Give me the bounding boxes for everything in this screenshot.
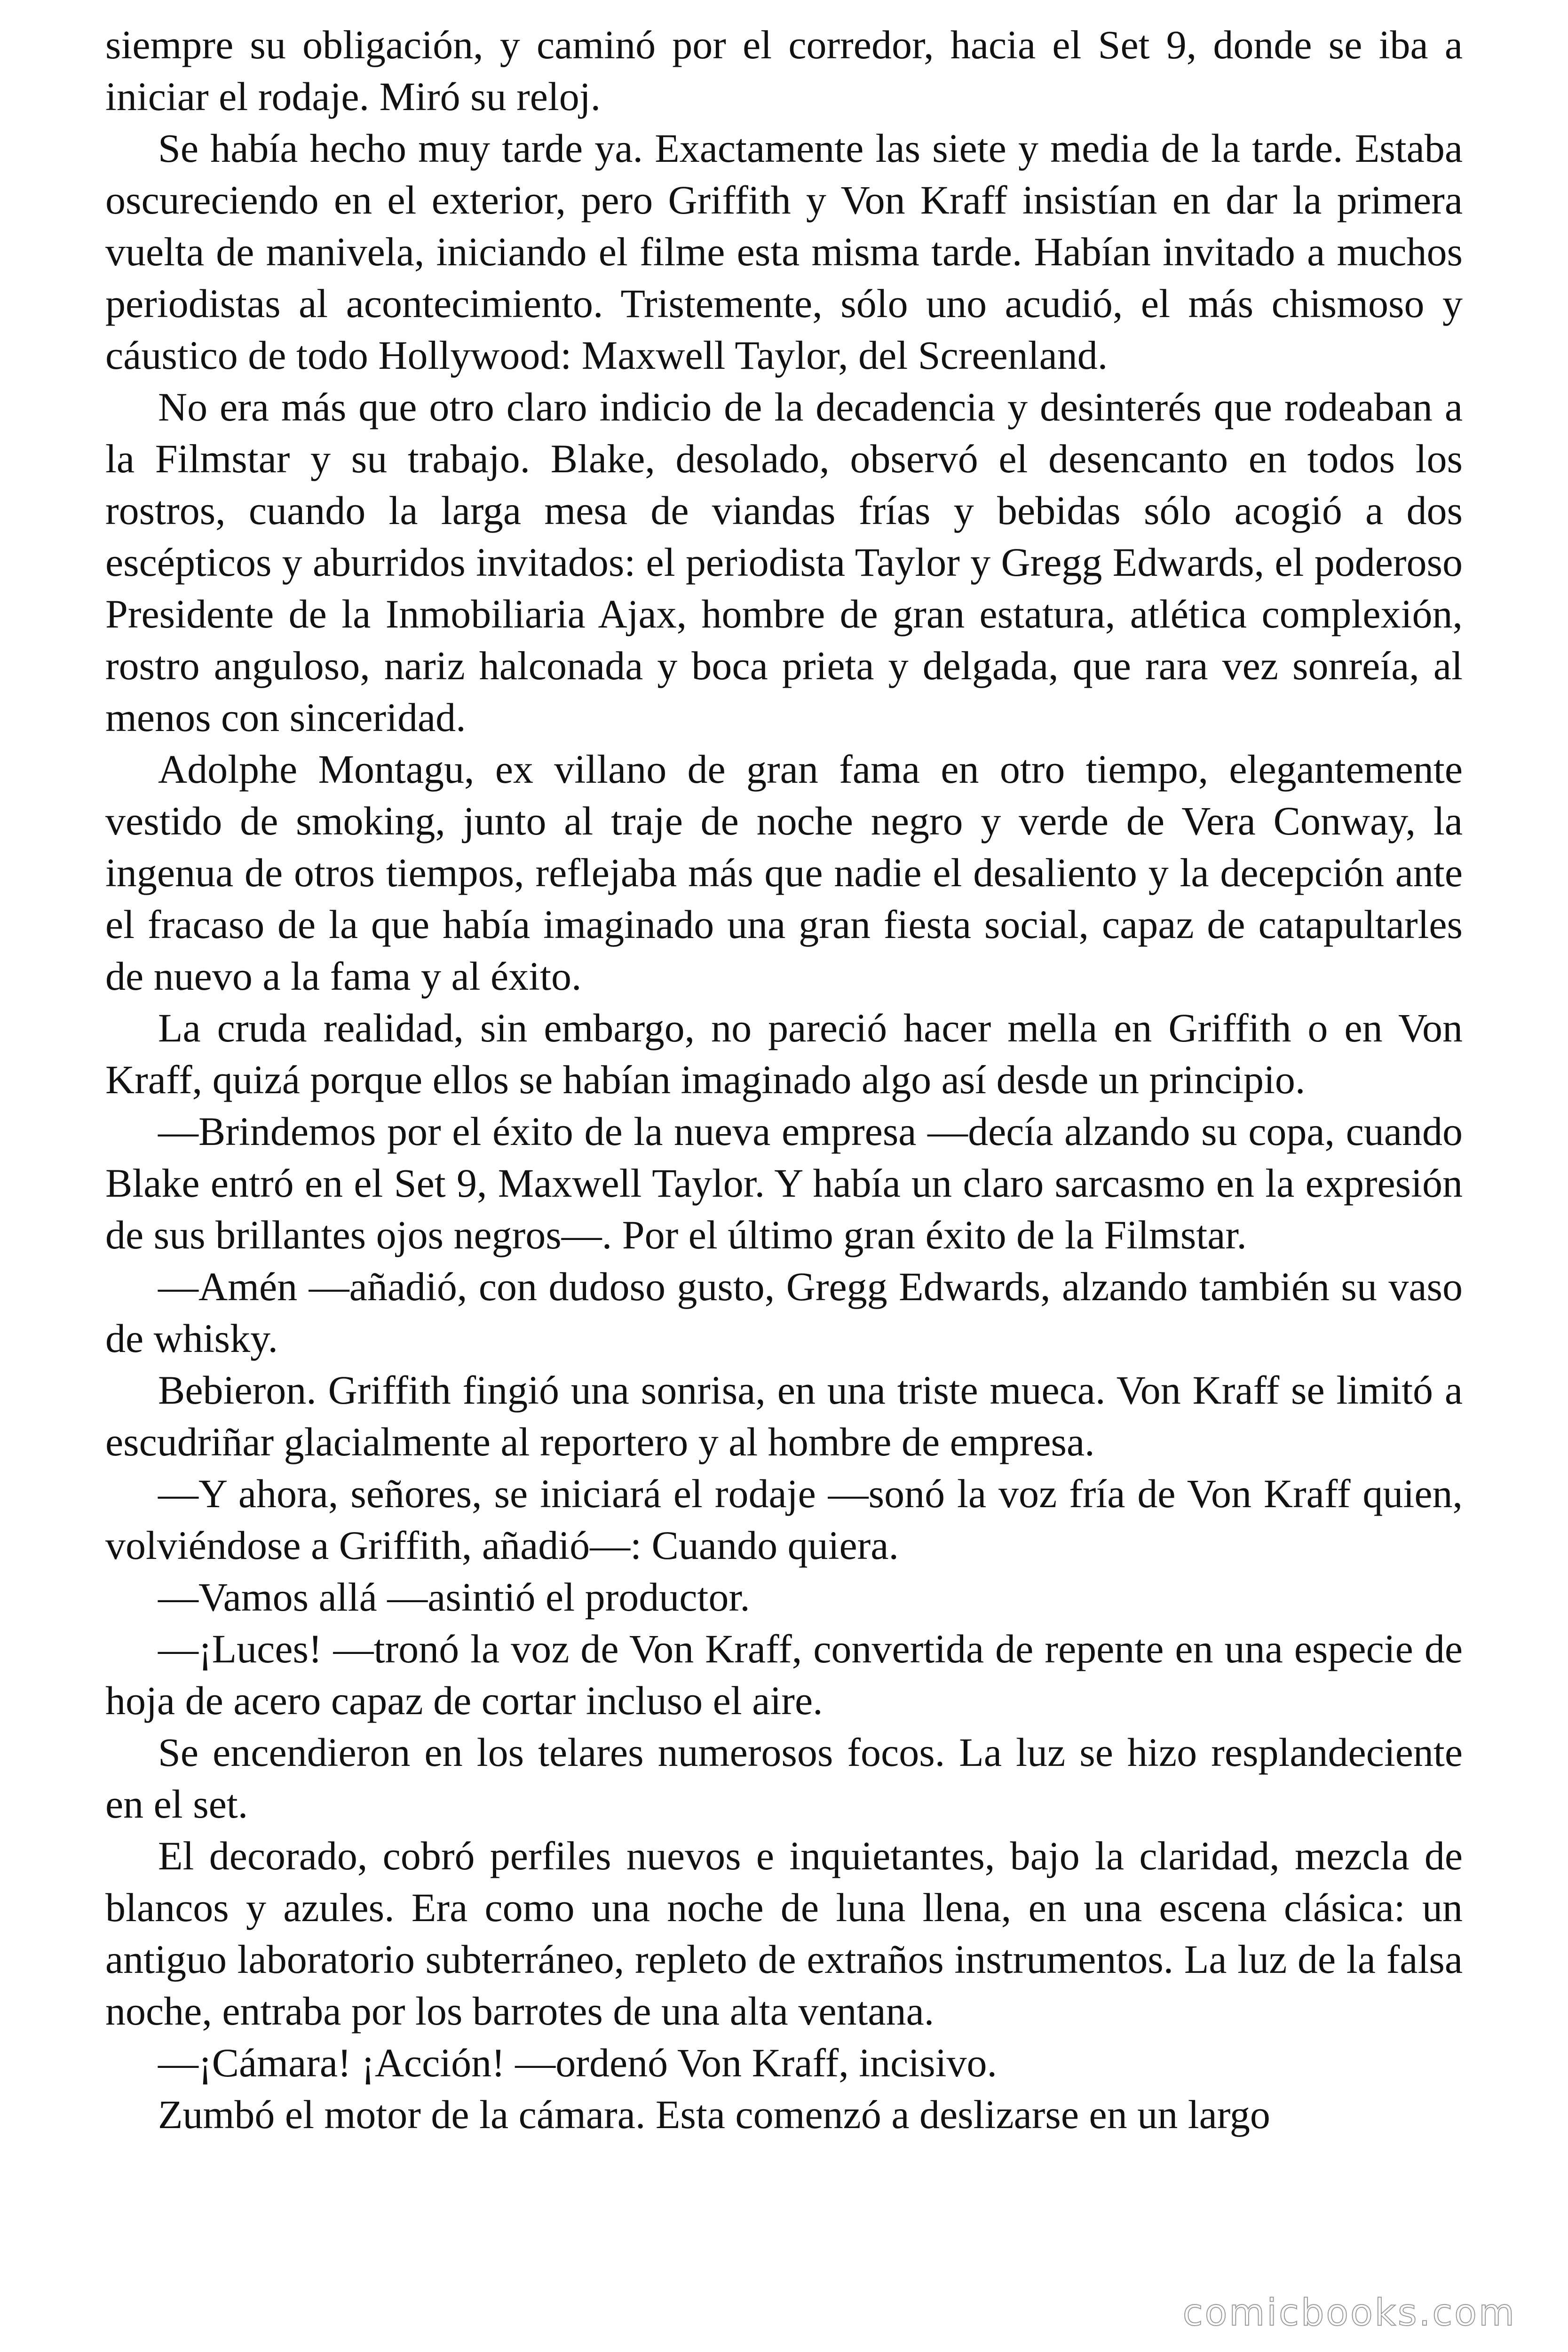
paragraph-3: No era más que otro claro indicio de la decadencia y desinterés que rodeaban a la Filmstar y su trabajo. Blake, desolado, observó el desencanto en todos los rostros, cuando la larga mesa de viandas frías y bebidas sólo acogió a dos escépticos y aburridos invitados: el periodista Taylor y Gregg Edwards, el poderoso Presidente de la Inmobiliaria Ajax, hombre de gran estatura, atlética complexión, rostro anguloso, nariz halconada y boca prieta y delgada, que rara vez sonreía, al menos con sinceridad. — [105, 384, 1463, 740]
paragraph-10: —Vamos allá —asintió el productor. — [158, 1574, 750, 1620]
paragraph-7: —Amén —añadió, con dudoso gusto, Gregg Edwards, alzando también su vaso de whisky. — [105, 1264, 1463, 1361]
paragraph-9: —Y ahora, señores, se iniciará el rodaje —sonó la voz fría de Von Kraff quien, volviéndose a Griffith, añadió—: Cuando quiera. — [105, 1471, 1463, 1568]
document-page — [105, 19, 1463, 2140]
paragraph-2: Se había hecho muy tarde ya. Exactamente las siete y media de la tarde. Estaba oscureciendo en el exterior, pero Griffith y Von Kraff insistían en dar la primera vuelta de manivela, iniciando el filme esta misma tarde. Habían invitado a muchos periodistas al acontecimiento. Tristemente, sólo uno acudió, el más chismoso y cáustico de todo Hollywood: Maxwell Taylor, del Screenland. — [105, 126, 1463, 378]
paragraph-11: —¡Luces! —tronó la voz de Von Kraff, convertida de repente en una especie de hoja de acero capaz de cortar incluso el aire. — [105, 1626, 1463, 1723]
paragraph-6: —Brindemos por el éxito de la nueva empresa —decía alzando su copa, cuando Blake entró en el Set 9, Maxwell Taylor. Y había un claro sarcasmo en la expresión de sus brillantes ojos negros—. Por el último gran éxito de la Filmstar. — [105, 1109, 1463, 1257]
watermark: comicbooks.com — [1182, 2292, 1516, 2334]
paragraph-5: La cruda realidad, sin embargo, no pareció hacer mella en Griffith o en Von Kraff, quizá porque ellos se habían imaginado algo así desde un principio. — [105, 1005, 1463, 1102]
paragraph-14: —¡Cámara! ¡Acción! —ordenó Von Kraff, incisivo. — [158, 2040, 998, 2085]
paragraph-12: Se encendieron en los telares numerosos focos. La luz se hizo resplandeciente en el set. — [105, 1730, 1463, 1827]
paragraph-15: Zumbó el motor de la cámara. Esta comenzó a deslizarse en un largo — [158, 2092, 1270, 2137]
paragraph-1: siempre su obligación, y caminó por el corredor, hacia el Set 9, donde se iba a iniciar el rodaje. Miró su reloj. — [105, 22, 1463, 119]
paragraph-8: Bebieron. Griffith fingió una sonrisa, en una triste mueca. Von Kraff se limitó a escudriñar glacialmente al reportero y al hombre de empresa. — [105, 1367, 1463, 1464]
paragraph-4: Adolphe Montagu, ex villano de gran fama en otro tiempo, elegantemente vestido de smoking, junto al traje de noche negro y verde de Vera Conway, la ingenua de otros tiempos, reflejaba más que nadie el desaliento y la decepción ante el fracaso de la que había imaginado una gran fiesta social, capaz de catapultarles de nuevo a la fama y al éxito. — [105, 747, 1463, 999]
paragraph-13: El decorado, cobró perfiles nuevos e inquietantes, bajo la claridad, mezcla de blancos y azules. Era como una noche de luna llena, en una escena clásica: un antiguo laboratorio subterráneo, repleto de extraños instrumentos. La luz de la falsa noche, entraba por los barrotes de una alta ventana. — [105, 1833, 1463, 2034]
